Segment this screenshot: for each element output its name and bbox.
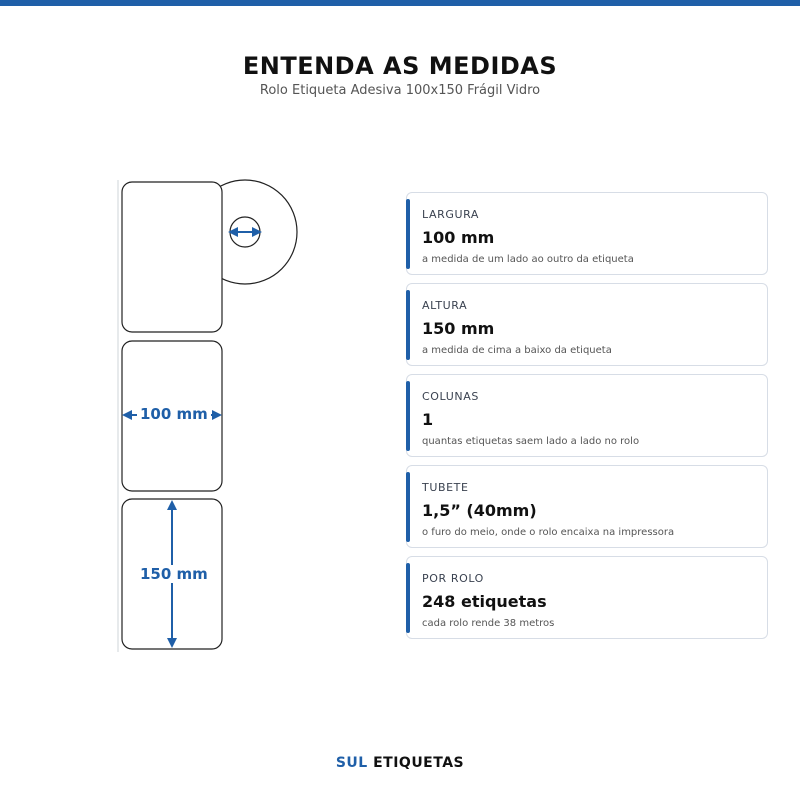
spec-card-por-rolo xyxy=(406,556,768,639)
card-accent xyxy=(406,290,410,360)
spec-value: 1 xyxy=(422,410,434,429)
page-title: ENTENDA AS MEDIDAS xyxy=(242,52,558,80)
brand-name-part2: ETIQUETAS xyxy=(373,755,465,771)
card-accent xyxy=(406,472,410,542)
spec-card-altura xyxy=(406,283,768,366)
spec-label: COLUNAS xyxy=(422,390,479,403)
spec-card-largura xyxy=(406,192,768,275)
spec-label: POR ROLO xyxy=(422,572,484,585)
label-roll-diagram xyxy=(0,0,400,700)
spec-label: ALTURA xyxy=(422,299,468,312)
spec-label: TUBETE xyxy=(422,481,469,494)
spec-card-colunas xyxy=(406,374,768,457)
spec-description: cada rolo rende 38 metros xyxy=(422,618,555,629)
spec-description: quantas etiquetas saem lado a lado no rolo xyxy=(422,436,640,447)
card-accent xyxy=(406,563,410,633)
spec-value: 100 mm xyxy=(422,228,495,247)
label-shape-1 xyxy=(122,182,222,332)
spec-description: a medida de um lado ao outro da etiqueta xyxy=(422,254,634,265)
page-subtitle: Rolo Etiqueta Adesiva 100x150 Frágil Vidro xyxy=(259,83,541,98)
label-roll-illustration xyxy=(0,0,400,700)
spec-card-tubete xyxy=(406,465,768,548)
spec-value: 1,5” (40mm) xyxy=(422,501,537,520)
spec-value: 248 etiquetas xyxy=(422,592,547,611)
spec-description: o furo do meio, onde o rolo encaixa na impressora xyxy=(422,527,675,538)
brand-name-part1: SUL xyxy=(335,755,368,771)
brand-footer xyxy=(0,755,800,771)
card-accent xyxy=(406,199,410,269)
height-dimension-label: 150 mm xyxy=(137,565,211,583)
width-dimension-label: 100 mm xyxy=(137,405,211,423)
spec-description: a medida de cima a baixo da etiqueta xyxy=(422,345,612,356)
spec-label: LARGURA xyxy=(422,208,480,221)
spec-value: 150 mm xyxy=(422,319,495,338)
card-accent xyxy=(406,381,410,451)
